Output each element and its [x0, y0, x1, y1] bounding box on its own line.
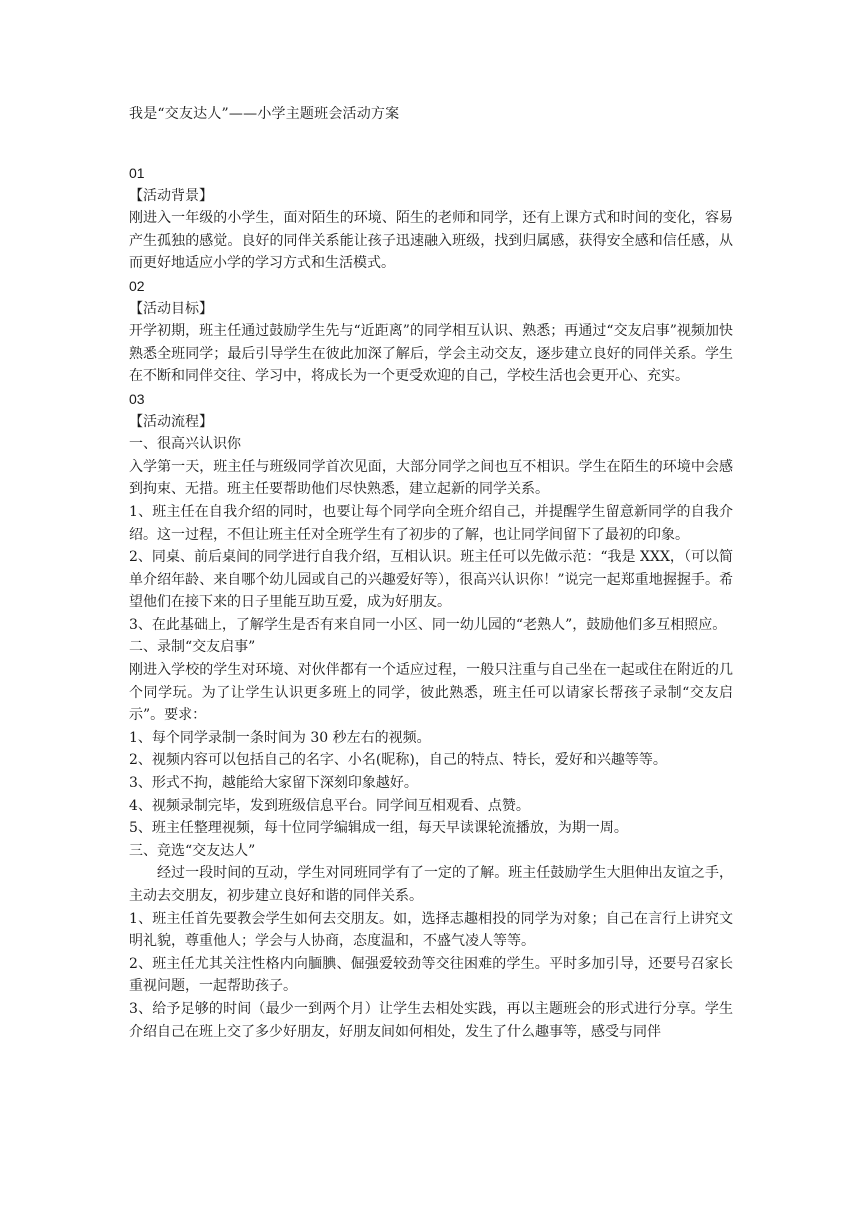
section-heading: 【活动目标】 — [129, 300, 213, 317]
section-heading: 【活动背景】 — [129, 187, 213, 204]
subsection-heading: 三、竞选“交友达人” — [129, 842, 256, 859]
paragraph: 刚进入学校的学生对环境、对伙伴都有一个适应过程，一般只注重与自己坐在一起或住在附近的几个同学玩。为了让学生认识更多班上的同学，彼此熟悉，班主任可以请家长帮孩子录制“交友启示”。要求： — [129, 662, 733, 724]
document-body — [129, 102, 733, 1043]
list-item: 3、形式不拘，越能给大家留下深刻印象越好。 — [129, 775, 418, 792]
paragraph: 经过一段时间的互动，学生对同班同学有了一定的了解。班主任鼓励学生大胆伸出友谊之手，主动去交朋友，初步建立良好和谐的同伴关系。 — [129, 865, 733, 904]
list-item: 1、班主任在自我介绍的同时，也要让每个同学向全班介绍自己，并提醒学生留意新同学的自我介绍。这一过程，不但让班主任对全班学生有了初步的了解，也让同学间留下了最初的印象。 — [129, 503, 733, 543]
paragraph: 刚进入一年级的小学生，面对陌生的环境、陌生的老师和同学，还有上课方式和时间的变化，容易产生孤独的感觉。良好的同伴关系能让孩子迅速融入班级，找到归属感，获得安全感和信任感，从而更好地适应小学的学习方式和生活模式。 — [129, 210, 733, 272]
subsection-heading: 二、录制“交友启事” — [129, 639, 256, 656]
list-item: 5、班主任整理视频，每十位同学编辑成一组，每天早读课轮流播放，为期一周。 — [129, 820, 628, 837]
section-number: 03 — [129, 390, 145, 407]
list-item: 4、视频录制完毕，发到班级信息平台。同学间互相观看、点赞。 — [129, 797, 530, 814]
section-number: 01 — [129, 165, 145, 181]
subsection-heading: 一、很高兴认识你 — [129, 436, 241, 453]
list-item: 2、班主任尤其关注性格内向腼腆、倔强爱较劲等交往困难的学生。平时多加引导，还要号召家长重视问题，一起帮助孩子。 — [129, 955, 733, 995]
document-title: 我是“交友达人”——小学主题班会活动方案 — [129, 106, 400, 122]
section-number: 02 — [129, 277, 145, 294]
list-item: 1、班主任首先要教会学生如何去交朋友。如，选择志趣相投的同学为对象；自己在言行上讲究文明礼貌，尊重他人；学会与人协商，态度温和，不盛气凌人等等。 — [129, 910, 733, 950]
paragraph: 开学初期，班主任通过鼓励学生先与“近距离”的同学相互认识、熟悉；再通过“交友启事”视频加快熟悉全班同学；最后引导学生在彼此加深了解后，学会主动交友，逐步建立良好的同伴关系。学生在不断和同伴交往、学习中，将成长为一个更受欢迎的自己，学校生活也会更开心、充实。 — [129, 323, 733, 385]
list-item: 1、每个同学录制一条时间为 30 秒左右的视频。 — [129, 729, 431, 746]
paragraph: 入学第一天，班主任与班级同学首次见面，大部分同学之间也互不相识。学生在陌生的环境中会感到拘束、无措。班主任要帮助他们尽快熟悉，建立起新的同学关系。 — [129, 458, 733, 498]
list-item: 3、在此基础上，了解学生是否有来自同一小区、同一幼儿园的“老熟人”，鼓励他们多互相照应。 — [129, 616, 727, 633]
list-item: 3、给予足够的时间（最少一到两个月）让学生去相处实践，再以主题班会的形式进行分享。学生介绍自己在班上交了多少好朋友，好朋友间如何相处，发生了什么趣事等，感受与同伴 — [129, 1000, 733, 1040]
section-heading: 【活动流程】 — [129, 413, 213, 430]
list-item: 2、同桌、前后桌间的同学进行自我介绍，互相认识。班主任可以先做示范：“我是 XXX，（可以简单介绍年龄、来自哪个幼儿园或自己的兴趣爱好等），很高兴认识你！”说完一起郑重地握握手。希望他们在接下来的日子里能互助互爱，成为好朋友。 — [129, 549, 733, 611]
list-item: 2、视频内容可以包括自己的名字、小名(昵称)，自己的特点、特长，爱好和兴趣等等。 — [129, 752, 667, 769]
